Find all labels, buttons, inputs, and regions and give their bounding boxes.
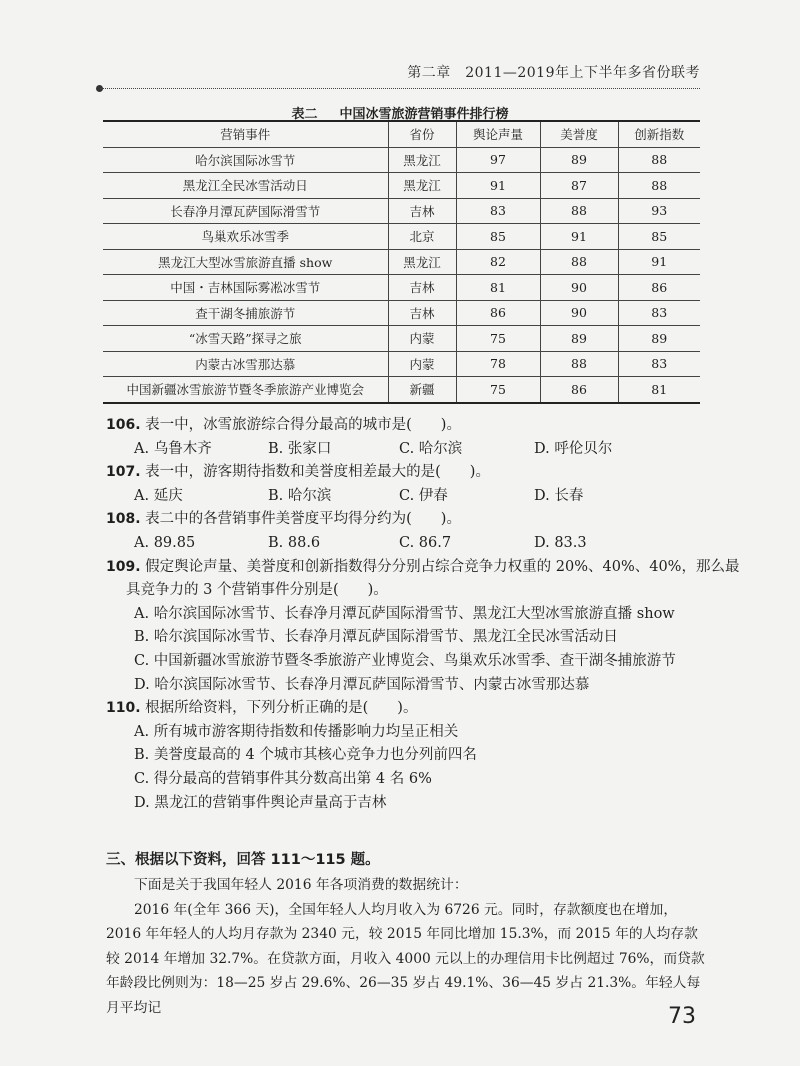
option-d: D. 长春 <box>534 487 584 504</box>
column-header: 创新指数 <box>618 121 700 147</box>
option-a: A. 延庆 <box>134 487 183 504</box>
volume-cell: 83 <box>456 198 540 224</box>
innovation-cell: 81 <box>618 377 700 403</box>
innovation-cell: 91 <box>618 249 700 275</box>
table-row <box>103 249 700 275</box>
option-a: A. 哈尔滨国际冰雪节、长春净月潭瓦萨国际滑雪节、黑龙江大型冰雪旅游直播 show <box>134 605 675 622</box>
passage-intro: 下面是关于我国年轻人 2016 年各项消费的数据统计： <box>134 877 468 893</box>
event-cell: 长春净月潭瓦萨国际滑雪节 <box>103 198 388 224</box>
volume-cell: 81 <box>456 275 540 301</box>
option-c: C. 得分最高的营销事件其分数高出第 4 名 6% <box>134 770 432 787</box>
event-cell: 哈尔滨国际冰雪节 <box>103 147 388 173</box>
province-cell: 吉林 <box>388 300 456 326</box>
question-stem: 表一中，游客期待指数和美誉度相差最大的是( )。 <box>145 464 490 481</box>
column-header: 省份 <box>388 121 456 147</box>
table-label: 表二 <box>291 107 318 122</box>
question-stem-continued: 具竞争力的 3 个营销事件分别是( )。 <box>126 582 388 599</box>
question-106 <box>106 414 706 438</box>
innovation-cell: 86 <box>618 275 700 301</box>
column-header: 营销事件 <box>103 121 388 147</box>
option-a: A. 乌鲁木齐 <box>134 440 212 457</box>
passage-paragraph: 2016 年(全年 366 天)，全国年轻人人均月收入为 6726 元。同时，存款额度也在增加，2016 年年轻人的人均月存款为 2340 元，较 2015 年同比增加 15.3%，而 2015 年的人均存款较 2014 年增加 32.7%。在贷款方面，月收入 4000 元以上的办理信用卡比例超过 76%，而贷款年龄段比例则为：18—25 岁占 29.6%、26—35 岁占 49.1%、36—45 岁占 21.3%。年轻人每月平均记 <box>106 901 705 1016</box>
question-number: 106. <box>106 417 141 433</box>
volume-cell: 86 <box>456 300 540 326</box>
reputation-cell: 89 <box>540 326 618 352</box>
option-b: B. 哈尔滨 <box>268 487 332 504</box>
province-cell: 黑龙江 <box>388 173 456 199</box>
event-cell: 黑龙江全民冰雪活动日 <box>103 173 388 199</box>
innovation-cell: 93 <box>618 198 700 224</box>
table-row <box>103 326 700 352</box>
innovation-cell: 83 <box>618 351 700 377</box>
reputation-cell: 89 <box>540 147 618 173</box>
volume-cell: 97 <box>456 147 540 173</box>
volume-cell: 91 <box>456 173 540 199</box>
option-d: D. 83.3 <box>534 534 587 551</box>
question-stem: 根据所给资料，下列分析正确的是( )。 <box>145 700 418 717</box>
event-cell: 中国・吉林国际雾凇冰雪节 <box>103 275 388 301</box>
question-110 <box>106 697 706 721</box>
question-107 <box>106 461 706 485</box>
table-row <box>103 275 700 301</box>
question-stem: 假定舆论声量、美誉度和创新指数得分分别占综合竞争力权重的 20%、40%、40%，那么最 <box>145 558 740 575</box>
options-row <box>134 485 706 509</box>
event-cell: 查干湖冬捕旅游节 <box>103 300 388 326</box>
page-number: 73 <box>668 1004 696 1029</box>
question-109 <box>106 556 740 580</box>
column-header: 美誉度 <box>540 121 618 147</box>
reputation-cell: 88 <box>540 198 618 224</box>
event-cell: 鸟巢欢乐冰雪季 <box>103 224 388 250</box>
ranking-table <box>103 120 700 404</box>
question-stem: 表二中的各营销事件美誉度平均得分约为( )。 <box>145 511 461 528</box>
table-row <box>103 224 700 250</box>
option-d: D. 哈尔滨国际冰雪节、长春净月潭瓦萨国际滑雪节、内蒙古冰雪那达慕 <box>134 676 590 693</box>
header-rule <box>100 88 700 89</box>
volume-cell: 85 <box>456 224 540 250</box>
volume-cell: 75 <box>456 326 540 352</box>
option-c: C. 哈尔滨 <box>399 440 463 457</box>
question-list <box>106 414 740 815</box>
column-header: 舆论声量 <box>456 121 540 147</box>
province-cell: 内蒙 <box>388 326 456 352</box>
reputation-cell: 88 <box>540 351 618 377</box>
province-cell: 北京 <box>388 224 456 250</box>
table-row <box>103 147 700 173</box>
table-title-text: 中国冰雪旅游营销事件排行榜 <box>339 107 509 122</box>
options-row <box>134 438 706 462</box>
event-cell: 中国新疆冰雪旅游节暨冬季旅游产业博览会 <box>103 377 388 403</box>
running-header: 第二章 2011—2019年上下半年多省份联考 <box>407 65 700 81</box>
innovation-cell: 88 <box>618 147 700 173</box>
province-cell: 吉林 <box>388 275 456 301</box>
reputation-cell: 87 <box>540 173 618 199</box>
option-c: C. 86.7 <box>399 534 452 551</box>
innovation-cell: 88 <box>618 173 700 199</box>
option-b: B. 美誉度最高的 4 个城市其核心竞争力也分列前四名 <box>134 747 477 764</box>
province-cell: 吉林 <box>388 198 456 224</box>
reputation-cell: 90 <box>540 300 618 326</box>
province-cell: 黑龙江 <box>388 147 456 173</box>
question-number: 110. <box>106 700 141 717</box>
table-row <box>103 377 700 403</box>
reputation-cell: 91 <box>540 224 618 250</box>
option-b: B. 哈尔滨国际冰雪节、长春净月潭瓦萨国际滑雪节、黑龙江全民冰雪活动日 <box>134 629 618 646</box>
option-b: B. 张家口 <box>268 440 332 457</box>
table-row <box>103 198 700 224</box>
reputation-cell: 88 <box>540 249 618 275</box>
province-cell: 黑龙江 <box>388 249 456 275</box>
options-row <box>134 532 706 556</box>
province-cell: 新疆 <box>388 377 456 403</box>
volume-cell: 75 <box>456 377 540 403</box>
question-stem: 表一中，冰雪旅游综合得分最高的城市是( )。 <box>145 417 461 433</box>
option-a: A. 89.85 <box>134 534 196 551</box>
question-number: 107. <box>106 464 141 481</box>
innovation-cell: 85 <box>618 224 700 250</box>
section-heading: 三、根据以下资料，回答 111～115 题。 <box>106 852 380 868</box>
question-108 <box>106 508 706 532</box>
reputation-cell: 86 <box>540 377 618 403</box>
reputation-cell: 90 <box>540 275 618 301</box>
volume-cell: 82 <box>456 249 540 275</box>
volume-cell: 78 <box>456 351 540 377</box>
event-cell: 黑龙江大型冰雪旅游直播 show <box>103 249 388 275</box>
table-row <box>103 351 700 377</box>
option-c: C. 中国新疆冰雪旅游节暨冬季旅游产业博览会、鸟巢欢乐冰雪季、查干湖冬捕旅游节 <box>134 652 676 669</box>
table-row <box>103 173 700 199</box>
table-row <box>103 300 700 326</box>
innovation-cell: 89 <box>618 326 700 352</box>
table-header-row <box>103 121 700 147</box>
option-d: D. 黑龙江的营销事件舆论声量高于吉林 <box>134 794 387 811</box>
passage <box>106 873 706 1021</box>
question-number: 109. <box>106 558 141 575</box>
option-a: A. 所有城市游客期待指数和传播影响力均呈正相关 <box>134 723 459 740</box>
option-c: C. 伊春 <box>399 487 448 504</box>
event-cell: 内蒙古冰雪那达慕 <box>103 351 388 377</box>
innovation-cell: 83 <box>618 300 700 326</box>
option-d: D. 呼伦贝尔 <box>534 440 613 457</box>
province-cell: 内蒙 <box>388 351 456 377</box>
event-cell: “冰雪天路”探寻之旅 <box>103 326 388 352</box>
question-number: 108. <box>106 511 141 528</box>
option-b: B. 88.6 <box>268 534 321 551</box>
